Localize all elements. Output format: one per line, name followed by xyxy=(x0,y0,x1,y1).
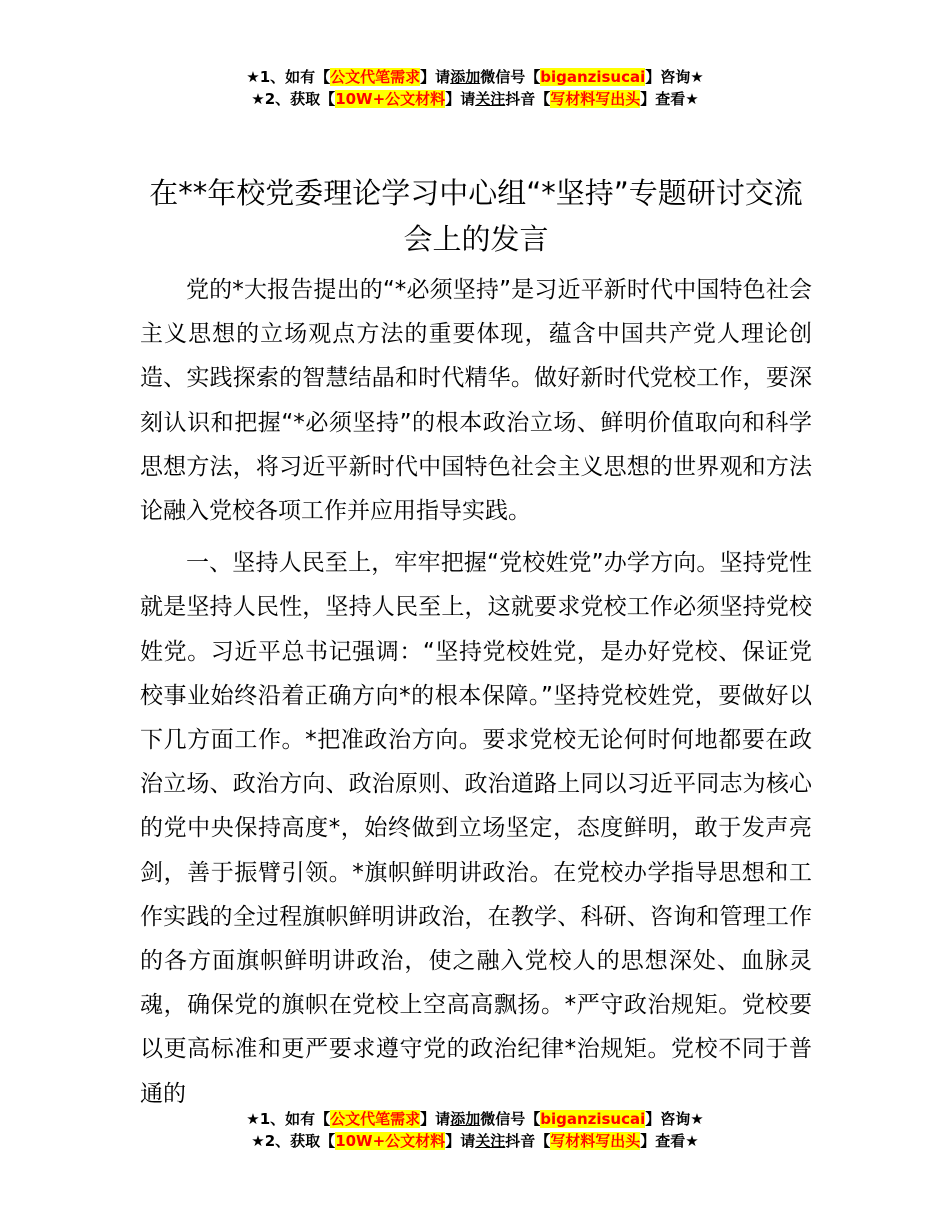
banner-line-1 xyxy=(0,1108,950,1130)
paragraph-section-1: 一、坚持人民至上，牢牢把握“党校姓党”办学方向。坚持党性就是坚持人民性，坚持人民至上，这就要求党校工作必须坚持党校姓党。习近平总书记强调：“坚持党校姓党，是办好党校、保证党校事业始终沿着正确方向*的根本保障。”坚持党校姓党，要做好以下几方面工作。*把准政治方向。要求党校无论何时何地都要在政治立场、政治方向、政治原则、政治道路上同以习近平同志为核心的党中央保持高度*，始终做到立场坚定，态度鲜明，敢于发声亮剑，善于振臂引领。*旗帜鲜明讲政治。在党校办学指导思想和工作实践的全过程旗帜鲜明讲政治，在教学、科研、咨询和管理工作的各方面旗帜鲜明讲政治，使之融入党校人的思想深处、血脉灵魂，确保党的旗帜在党校上空高高飘扬。*严守政治规矩。党校要以更高标准和更严要求遵守党的政治纪律*治规矩。党校不同于普通的 xyxy=(140,550,812,1107)
banner-text: 】查看★ xyxy=(640,90,699,108)
banner-text: 微信号【 xyxy=(480,68,541,86)
banner-text: ★1、如有【 xyxy=(246,1110,331,1128)
banner-text: 抖音【 xyxy=(505,1132,551,1150)
header-banner xyxy=(0,66,950,110)
banner-highlight: 公文代笔需求 xyxy=(330,1110,421,1128)
banner-text: 】咨询★ xyxy=(645,68,704,86)
banner-highlight: 10W+公文材料 xyxy=(335,1132,446,1150)
banner-text: ★2、获取【 xyxy=(251,1132,336,1150)
banner-wechat-id: biganzisucai xyxy=(540,68,646,86)
banner-text: 】请 xyxy=(445,1132,476,1150)
banner-highlight: 10W+公文材料 xyxy=(335,90,446,108)
banner-douyin-id: 写材料写出头 xyxy=(550,1132,641,1150)
banner-text: ★1、如有【 xyxy=(246,68,331,86)
banner-text: 】请 xyxy=(445,90,476,108)
banner-douyin-id: 写材料写出头 xyxy=(550,90,641,108)
banner-line-2 xyxy=(0,88,950,110)
banner-wechat-id: biganzisucai xyxy=(540,1110,646,1128)
footer-banner xyxy=(0,1108,950,1152)
banner-underlined: 关注 xyxy=(475,1132,506,1150)
banner-text: ★2、获取【 xyxy=(251,90,336,108)
banner-underlined: 添加 xyxy=(450,68,481,86)
banner-text: 】查看★ xyxy=(640,1132,699,1150)
banner-line-1 xyxy=(0,66,950,88)
document-body xyxy=(140,268,812,1116)
banner-underlined: 关注 xyxy=(475,90,506,108)
banner-highlight: 公文代笔需求 xyxy=(330,68,421,86)
banner-line-2 xyxy=(0,1130,950,1152)
document-title: 在**年校党委理论学习中心组“*坚持”专题研讨交流会上的发言 xyxy=(149,176,803,256)
banner-text: 】请 xyxy=(420,1110,451,1128)
banner-underlined: 添加 xyxy=(450,1110,481,1128)
banner-text: 】咨询★ xyxy=(645,1110,704,1128)
banner-text: 抖音【 xyxy=(505,90,551,108)
paragraph-intro: 党的*大报告提出的“*必须坚持”是习近平新时代中国特色社会主义思想的立场观点方法的重要体现，蕴含中国共产党人理论创造、实践探索的智慧结晶和时代精华。做好新时代党校工作，要深刻认识和把握“*必须坚持”的根本政治立场、鲜明价值取向和科学思想方法，将习近平新时代中国特色社会主义思想的世界观和方法论融入党校各项工作并应用指导实践。 xyxy=(140,277,812,525)
banner-text: 】请 xyxy=(420,68,451,86)
banner-text: 微信号【 xyxy=(480,1110,541,1128)
